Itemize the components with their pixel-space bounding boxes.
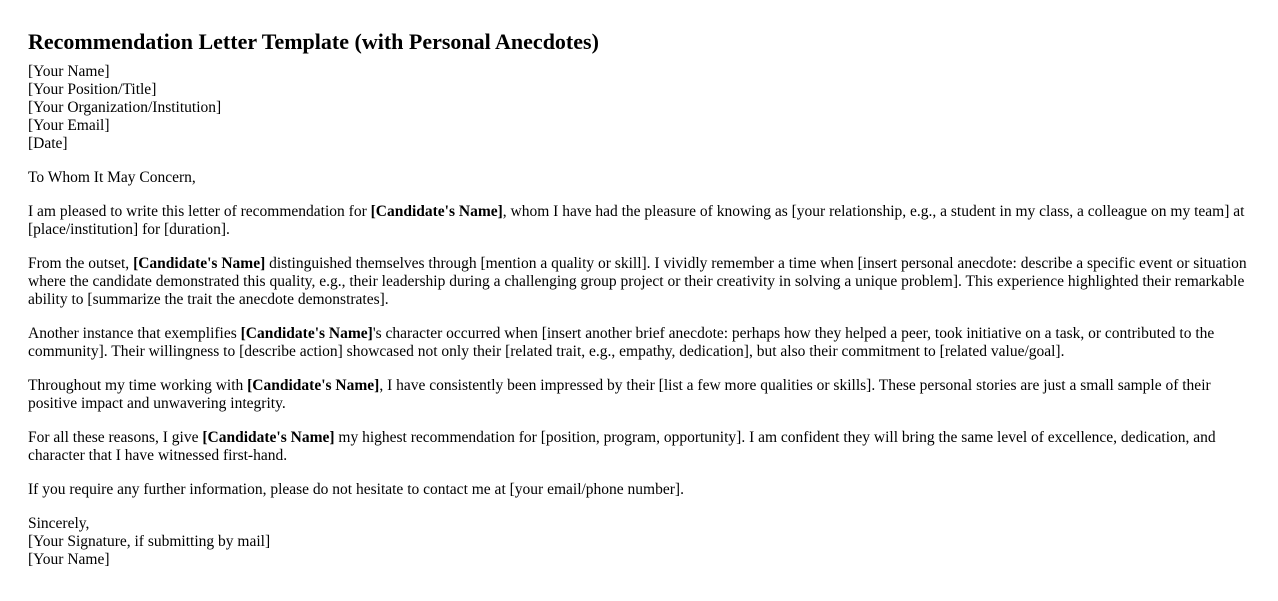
paragraph-second-anecdote — [28, 325, 1256, 361]
paragraph-text: my highest recommendation for [position, program, opportunity]. I am confident they will bring the same level of excellence, dedication, and character that I have witnessed first-hand. — [28, 429, 1216, 464]
candidate-name: [Candidate's Name] — [240, 325, 373, 342]
paragraph-text: , whom I have had the pleasure of knowing as [your relationship, e.g., a student in my class, a colleague on my team] at [place/institution] for [duration]. — [28, 203, 1245, 238]
paragraph-text: Another instance that exemplifies — [28, 325, 241, 342]
sender-date: [Date] — [28, 135, 68, 152]
paragraph-first-anecdote — [28, 255, 1256, 309]
candidate-name: [Candidate's Name] — [202, 429, 335, 446]
paragraph-text: Throughout my time working with — [28, 377, 248, 394]
sender-name: [Your Name] — [28, 63, 110, 80]
candidate-name: [Candidate's Name] — [247, 377, 380, 394]
sender-position: [Your Position/Title] — [28, 81, 157, 98]
candidate-name: [Candidate's Name] — [370, 203, 503, 220]
paragraph-recommendation — [28, 429, 1256, 465]
sender-organization: [Your Organization/Institution] — [28, 99, 222, 116]
paragraph-qualities — [28, 377, 1256, 413]
paragraph-text: distinguished themselves through [mention a quality or skill]. I vividly remember a time when [insert personal anecdote: describe a specific event or situation where the candidate demonstrated this quality, e.g., their leadership during a challenging group project or their creativity in solving a unique problem]. This experience highlighted their remarkable ability to [summarize the trait the anecdote demonstrates]. — [28, 255, 1247, 308]
paragraph-text: For all these reasons, I give — [28, 429, 203, 446]
signature-line: [Your Signature, if submitting by mail] — [28, 533, 271, 550]
closing-name: [Your Name] — [28, 551, 110, 568]
valediction: Sincerely, — [28, 515, 90, 532]
sender-email: [Your Email] — [28, 117, 110, 134]
paragraph-text: From the outset, — [28, 255, 134, 272]
page-title: Recommendation Letter Template (with Personal Anecdotes) — [28, 29, 599, 54]
paragraph-text: 's character occurred when [insert another brief anecdote: perhaps how they helped a peer, took initiative on a task, or contributed to the community]. Their willingness to [describe action] showcased not only their [related trait, e.g., empathy, dedication], but also their commitment to [related value/goal]. — [28, 325, 1215, 360]
sender-block — [28, 63, 1256, 153]
closing-block — [28, 515, 1256, 569]
paragraph-text: , I have consistently been impressed by their [list a few more qualities or skills]. These personal stories are just a small sample of their positive impact and unwavering integrity. — [28, 377, 1211, 412]
greeting: To Whom It May Concern, — [28, 169, 196, 186]
candidate-name: [Candidate's Name] — [133, 255, 266, 272]
paragraph-contact: If you require any further information, please do not hesitate to contact me at [your email/phone number]. — [28, 481, 684, 498]
paragraph-text: I am pleased to write this letter of recommendation for — [28, 203, 371, 220]
paragraph-introduction — [28, 203, 1256, 239]
